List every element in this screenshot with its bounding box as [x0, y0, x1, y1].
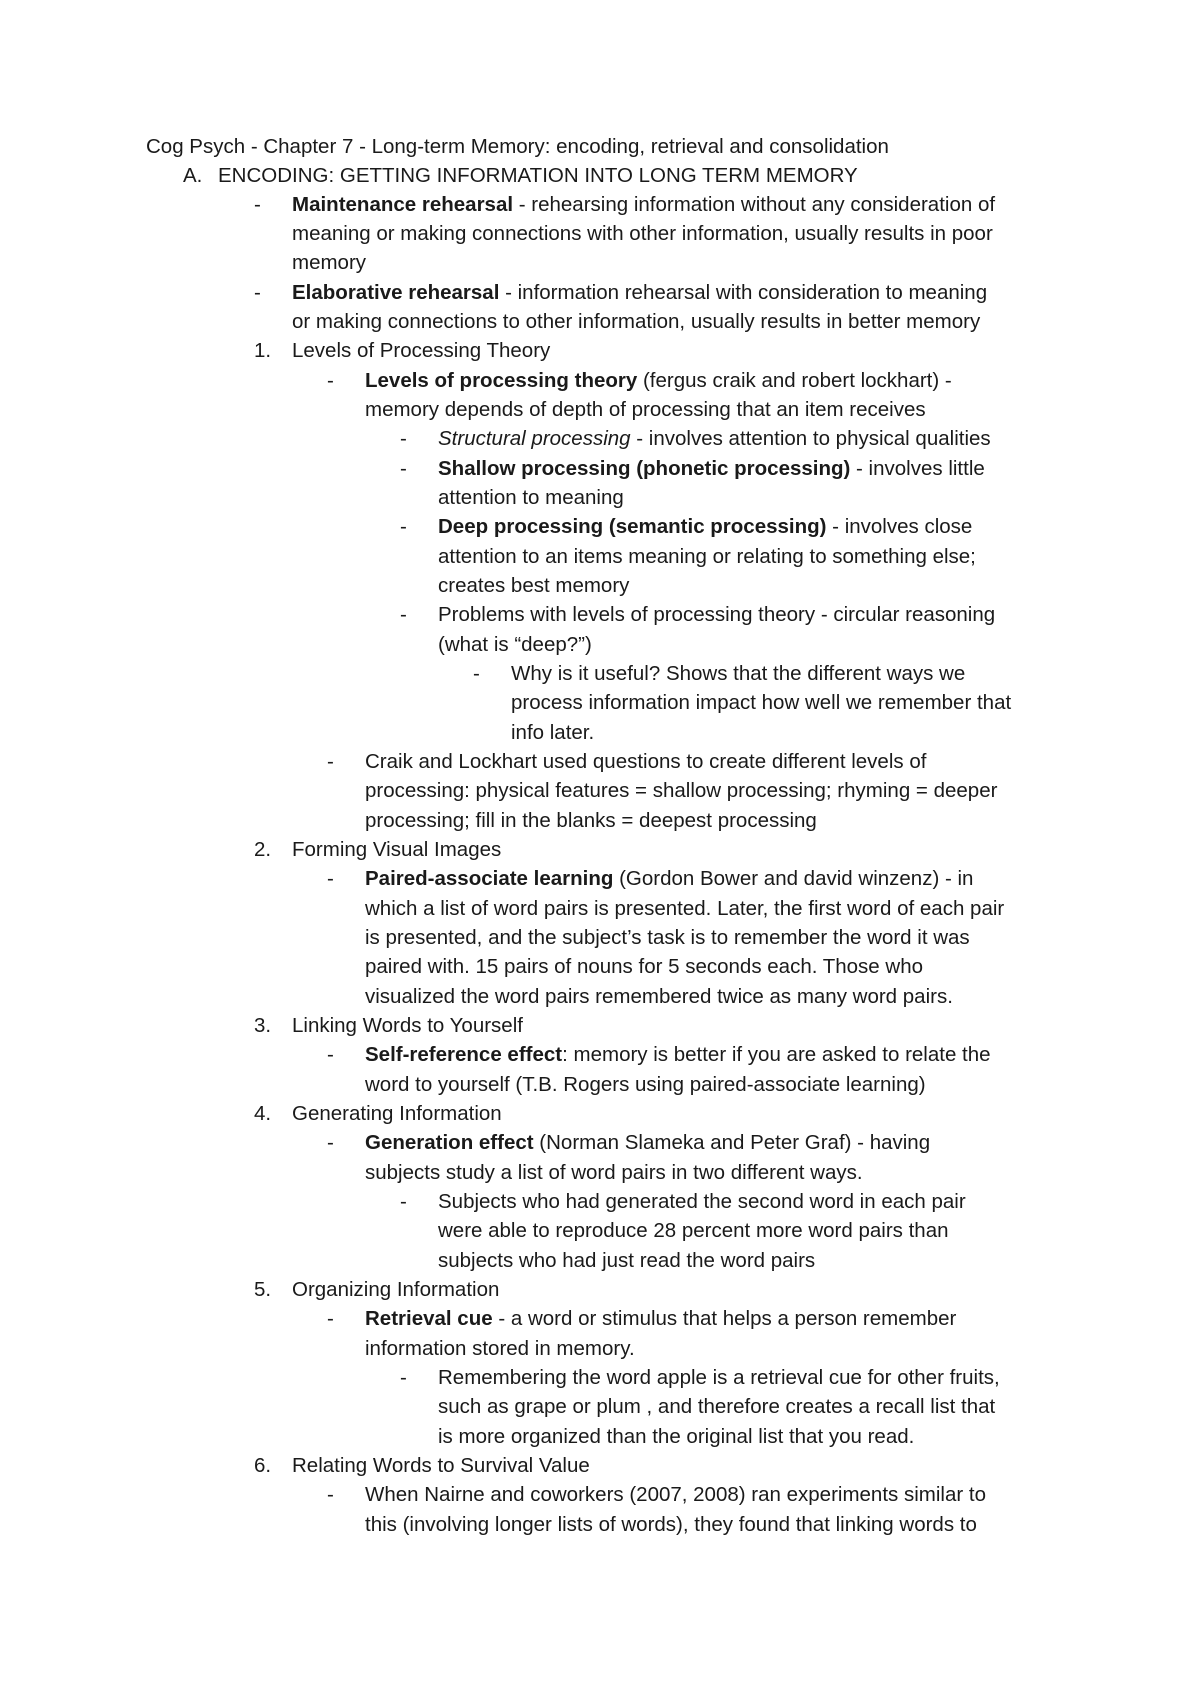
text-line	[438, 486, 624, 510]
text-span: which a list of word pairs is presented. Later, the first word of each pair	[365, 897, 1005, 920]
text-span: Organizing Information	[292, 1278, 500, 1301]
text-line	[438, 545, 976, 569]
text-span: is presented, and the subject’s task is to remember the word it was	[365, 926, 970, 949]
text-span: Levels of Processing Theory	[292, 339, 551, 362]
text-span: memory	[292, 251, 367, 274]
text-line	[365, 1161, 863, 1185]
bold-term: Deep processing (semantic processing)	[438, 515, 827, 538]
text-span: were able to reproduce 28 percent more word pairs than	[438, 1219, 949, 1242]
bullet-dash: -	[254, 193, 261, 216]
text-span: (Gordon Bower and david winzenz) - in	[613, 867, 974, 890]
text-span: Subjects who had generated the second word in each pair	[438, 1190, 966, 1213]
text-span: : memory is better if you are asked to relate the	[562, 1043, 991, 1066]
text-line	[365, 955, 923, 979]
text-span: subjects study a list of word pairs in two different ways.	[365, 1161, 863, 1184]
list-marker: 4.	[254, 1102, 272, 1125]
text-line	[292, 251, 366, 275]
text-span: process information impact how well we remember that	[511, 691, 1012, 714]
text-line	[438, 633, 592, 657]
text-line	[365, 1483, 986, 1507]
text-line	[438, 1366, 1000, 1390]
bullet-dash: -	[400, 1366, 407, 1389]
text-line	[438, 427, 991, 451]
text-span: Craik and Lockhart used questions to create different levels of	[365, 750, 927, 773]
text-line	[292, 310, 980, 334]
text-line	[438, 1425, 914, 1449]
text-line	[365, 1337, 635, 1361]
bold-term: Shallow processing (phonetic processing)	[438, 457, 851, 480]
text-span: - a word or stimulus that helps a person remember	[492, 1307, 957, 1330]
text-span: attention to an items meaning or relating to something else;	[438, 545, 976, 568]
text-line	[365, 926, 970, 950]
text-span: - information rehearsal with consideration to meaning	[499, 281, 988, 304]
text-line	[146, 135, 889, 159]
text-span: Problems with levels of processing theory - circular reasoning	[438, 603, 996, 626]
bullet-dash: -	[327, 1131, 334, 1154]
text-span: such as grape or plum , and therefore creates a recall list that	[438, 1395, 996, 1418]
bullet-dash: -	[327, 1483, 334, 1506]
text-span: - involves little	[850, 457, 985, 480]
text-line	[365, 1073, 926, 1097]
text-span: memory depends of depth of processing that an item receives	[365, 398, 926, 421]
text-line	[365, 867, 973, 891]
bullet-dash: -	[327, 1307, 334, 1330]
bullet-dash: -	[400, 515, 407, 538]
italic-term: Structural processing	[438, 427, 631, 450]
text-line	[438, 1395, 995, 1419]
text-span: ENCODING: GETTING INFORMATION INTO LONG TERM MEMORY	[218, 164, 858, 187]
text-line	[365, 750, 926, 774]
list-marker: 2.	[254, 838, 272, 861]
bullet-dash: -	[400, 1190, 407, 1213]
text-line	[292, 1454, 590, 1478]
text-span: is more organized than the original list that you read.	[438, 1425, 915, 1448]
text-line	[438, 515, 972, 539]
bullet-dash: -	[327, 750, 334, 773]
text-line	[292, 222, 993, 246]
text-line	[292, 193, 995, 217]
text-span: - rehearsing information without any consideration of	[513, 193, 996, 216]
bold-term: Self-reference effect	[365, 1043, 563, 1066]
text-line	[292, 339, 550, 363]
text-span: processing: physical features = shallow processing; rhyming = deeper	[365, 779, 998, 802]
bold-term: Paired-associate learning	[365, 867, 614, 890]
text-span: (Norman Slameka and Peter Graf) - having	[533, 1131, 931, 1154]
text-line	[365, 897, 1004, 921]
text-span: this (involving longer lists of words), they found that linking words to	[365, 1513, 977, 1536]
bullet-dash: -	[254, 281, 261, 304]
text-span: - involves close	[826, 515, 973, 538]
text-line	[511, 662, 965, 686]
list-marker: 3.	[254, 1014, 272, 1037]
bullet-dash: -	[327, 369, 334, 392]
text-line	[438, 457, 985, 481]
text-span: word to yourself (T.B. Rogers using paired-associate learning)	[365, 1073, 926, 1096]
bullet-dash: -	[473, 662, 480, 685]
text-line	[438, 1190, 966, 1214]
bullet-dash: -	[327, 1043, 334, 1066]
text-line	[365, 398, 926, 422]
text-line	[292, 1014, 523, 1038]
text-span: processing; fill in the blanks = deepest processing	[365, 809, 817, 832]
text-line	[365, 1513, 977, 1537]
text-span: subjects who had just read the word pairs	[438, 1249, 816, 1272]
text-span: (what is “deep?”)	[438, 633, 592, 656]
text-line	[365, 369, 952, 393]
text-span: visualized the word pairs remembered twice as many word pairs.	[365, 985, 953, 1008]
text-line	[438, 574, 629, 598]
text-line	[438, 1249, 815, 1273]
list-marker: 6.	[254, 1454, 272, 1477]
text-line	[365, 1307, 956, 1331]
text-line	[365, 809, 817, 833]
text-span: - involves attention to physical qualities	[630, 427, 991, 450]
bold-term: Elaborative rehearsal	[292, 281, 500, 304]
text-span: Cog Psych - Chapter 7 - Long-term Memory: encoding, retrieval and consolidation	[146, 135, 889, 158]
text-span: Why is it useful? Shows that the different ways we	[511, 662, 966, 685]
text-line	[511, 691, 1011, 715]
text-line	[292, 838, 501, 862]
text-line	[438, 1219, 949, 1243]
text-line	[292, 1102, 502, 1126]
list-marker: 1.	[254, 339, 272, 362]
text-span: When Nairne and coworkers (2007, 2008) ran experiments similar to	[365, 1483, 986, 1506]
text-line	[365, 779, 997, 803]
bullet-dash: -	[327, 867, 334, 890]
bullet-dash: -	[400, 603, 407, 626]
text-line	[365, 985, 953, 1009]
text-line	[438, 603, 995, 627]
text-span: info later.	[511, 721, 595, 744]
text-span: Generating Information	[292, 1102, 502, 1125]
text-span: information stored in memory.	[365, 1337, 635, 1360]
bullet-dash: -	[400, 427, 407, 450]
text-span: Remembering the word apple is a retrieval cue for other fruits,	[438, 1366, 1000, 1389]
text-span: or making connections to other information, usually results in better memory	[292, 310, 981, 333]
text-span: paired with. 15 pairs of nouns for 5 seconds each. Those who	[365, 955, 924, 978]
text-line	[511, 721, 594, 745]
text-line	[292, 281, 987, 305]
text-span: Forming Visual Images	[292, 838, 502, 861]
text-span: Relating Words to Survival Value	[292, 1454, 590, 1477]
bold-term: Levels of processing theory	[365, 369, 638, 392]
text-span: attention to meaning	[438, 486, 624, 509]
bullet-dash: -	[400, 457, 407, 480]
bold-term: Retrieval cue	[365, 1307, 493, 1330]
text-line	[365, 1043, 991, 1067]
text-span: (fergus craik and robert lockhart) -	[637, 369, 952, 392]
text-span: Linking Words to Yourself	[292, 1014, 523, 1037]
text-line	[292, 1278, 499, 1302]
text-span: meaning or making connections with other information, usually results in poor	[292, 222, 993, 245]
bold-term: Maintenance rehearsal	[292, 193, 514, 216]
text-line	[365, 1131, 930, 1155]
text-span: creates best memory	[438, 574, 630, 597]
list-marker: 5.	[254, 1278, 272, 1301]
bold-term: Generation effect	[365, 1131, 534, 1154]
list-marker: A.	[183, 164, 203, 187]
text-line	[218, 164, 858, 188]
